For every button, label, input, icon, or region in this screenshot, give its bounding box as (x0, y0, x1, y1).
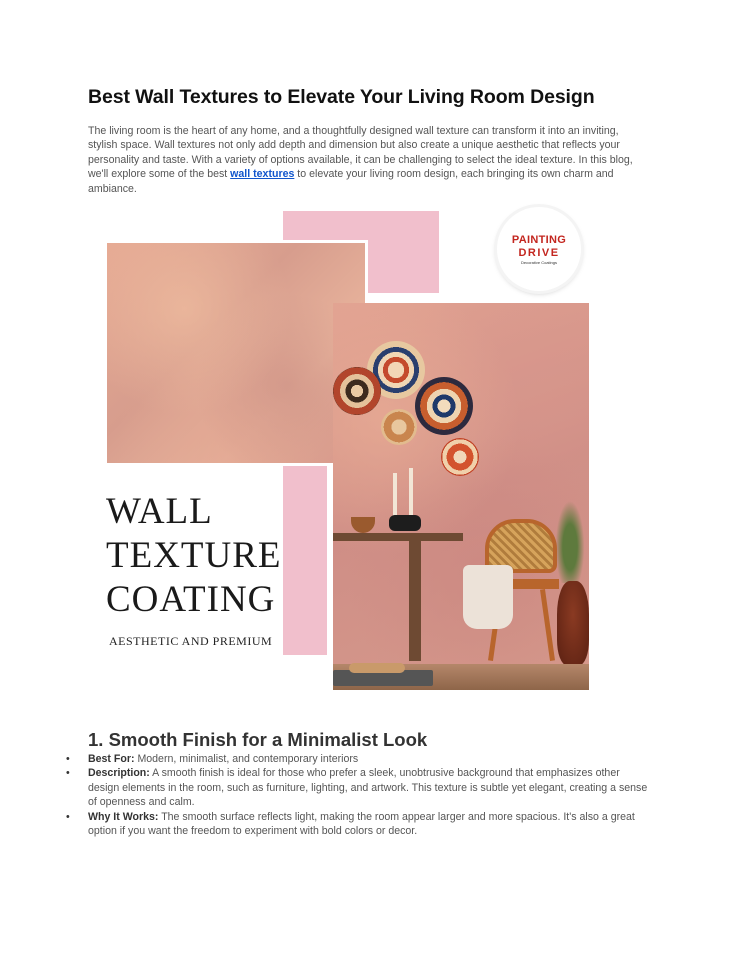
painting-drive-logo (497, 207, 581, 291)
list-item (66, 766, 651, 809)
list-item-text: Modern, minimalist, and contemporary interiors (134, 753, 359, 765)
decorative-basket-plate (381, 409, 417, 445)
article-title: Best Wall Textures to Elevate Your Living Room Design (88, 86, 595, 108)
list-item-label: Description: (88, 767, 150, 780)
hero-headline-line2: TEXTURE (106, 535, 282, 576)
decorative-basket-plate (415, 377, 473, 435)
intro-text-start: The living room is the heart of any home, and a thoughtfully designed wall texture can transform it into an inviting, stylish space. Wall textures not only add depth and dimension but also create a unique aesthetic that reflects your personality and taste. With a variety of options available, it can be challenging to select the ideal texture. In this blog, we'll explore some of the best (88, 125, 633, 181)
console-table-leg (409, 541, 421, 661)
candle-holder (389, 515, 421, 531)
feature-list (66, 752, 651, 838)
candle (393, 473, 397, 517)
plant (553, 493, 587, 583)
bowl (351, 517, 375, 533)
pink-accent-block-bottom (283, 465, 327, 655)
hero-headline-line1: WALL (106, 491, 213, 532)
list-item-label: Best For: (88, 753, 135, 765)
hero-headline-line3: COATING (106, 579, 276, 620)
intro-paragraph (88, 124, 648, 196)
sandals (349, 663, 405, 673)
vase (557, 581, 589, 665)
throw-blanket (463, 565, 513, 629)
list-item-label: Why It Works: (88, 810, 159, 823)
wall-textures-link[interactable]: wall textures (230, 168, 295, 181)
list-item-text: A smooth finish is ideal for those who prefer a sleek, unobtrusive background that emphasizes other design elements in the room, such as furniture, lighting, and artwork. This texture is subtle yet elegant, creating a sense of openness and calm. (88, 767, 648, 809)
section-heading: 1. Smooth Finish for a Minimalist Look (88, 729, 428, 750)
hero-headline (106, 490, 282, 622)
decorative-basket-plate (441, 438, 479, 476)
list-item (66, 810, 651, 839)
logo-text-drive: DRIVE (518, 247, 560, 259)
list-item (66, 752, 651, 766)
console-table (333, 533, 463, 541)
candle (409, 468, 413, 516)
hero-subtitle: AESTHETIC AND PREMIUM (109, 634, 273, 648)
chair-leg (540, 589, 555, 661)
living-room-photo (333, 303, 589, 690)
logo-tagline: Decorative Coatings (520, 260, 558, 265)
logo-text-painting: PAINTING (511, 234, 567, 246)
texture-swatch (104, 240, 368, 466)
intro-text-end: to elevate your living room design, each bringing its own charm and ambiance. (88, 168, 614, 195)
decorative-basket-plate (333, 367, 381, 415)
list-item-text: The smooth surface reflects light, making the room appear larger and more spacious. It's also a great option if you want the freedom to experiment with bold colors or decor. (88, 810, 635, 838)
hero-image (104, 207, 596, 693)
